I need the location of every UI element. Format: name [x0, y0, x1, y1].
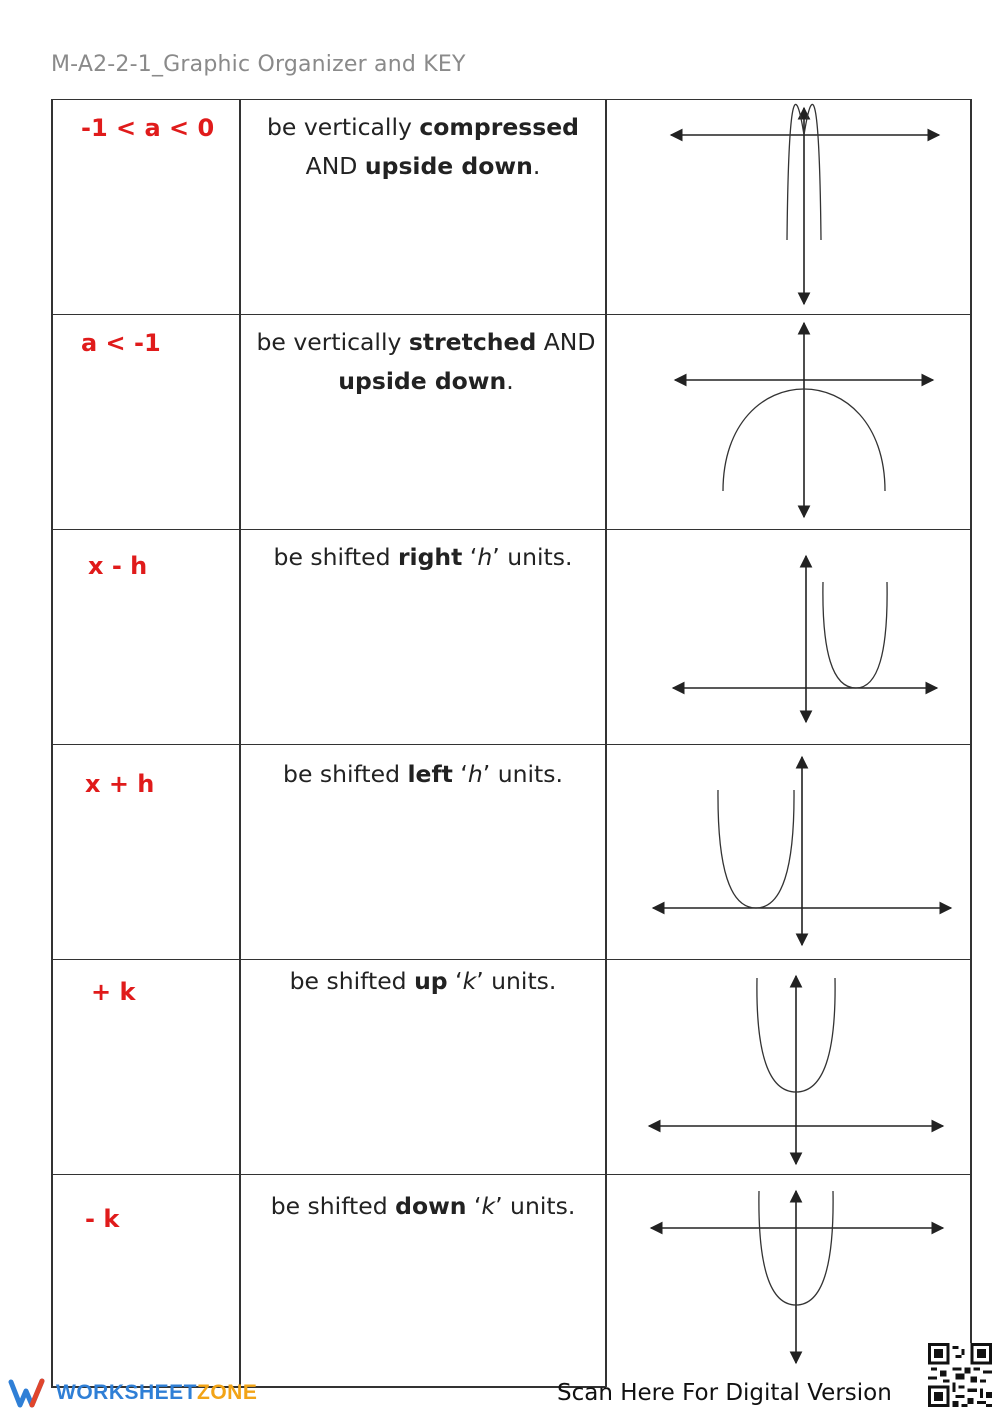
description-text: [241, 538, 605, 577]
table-row: [51, 959, 971, 1174]
parabola-graph: [607, 745, 971, 959]
description-run: be shifted: [270, 1192, 396, 1220]
condition-label: x + h: [85, 770, 155, 798]
graph-cell: [607, 530, 971, 744]
description-run: AND: [305, 152, 365, 180]
description-text: [241, 962, 605, 1001]
graph-cell: [607, 100, 971, 314]
table-row: [51, 529, 971, 744]
condition-label: - k: [85, 1205, 120, 1233]
table-row: [51, 314, 971, 529]
description-run: ‘: [462, 543, 478, 571]
description-run: upside down: [364, 152, 533, 180]
organizer-table: [51, 99, 971, 1387]
description-run: left: [407, 760, 453, 788]
parabola-graph: [607, 960, 971, 1174]
graph-cell: [607, 745, 971, 959]
description-run: k: [481, 1192, 496, 1220]
column-divider: [605, 99, 607, 1387]
graph-cell: [607, 960, 971, 1174]
description-run: down: [395, 1192, 467, 1220]
description-run: .: [506, 367, 514, 395]
description-run: be shifted: [283, 760, 408, 788]
description-run: compressed: [419, 113, 580, 141]
description-run: be shifted: [289, 967, 415, 995]
description-run: k: [462, 967, 477, 995]
description-text: [241, 323, 611, 401]
table-border-left: [51, 99, 53, 1387]
parabola-curve: [823, 582, 887, 688]
parabola-graph: [607, 100, 971, 314]
description-run: ’ units.: [476, 967, 557, 995]
description-run: be shifted: [273, 543, 398, 571]
description-run: ‘: [452, 760, 468, 788]
parabola-graph: [607, 530, 971, 744]
description-text: [241, 755, 605, 794]
table-row: [51, 99, 971, 314]
logo-mark-icon: [8, 1377, 54, 1409]
description-run: .: [532, 152, 541, 180]
condition-label: + k: [91, 978, 136, 1006]
description-run: h: [467, 760, 483, 788]
logo-text-worksheet: WORKSHEET: [56, 1381, 197, 1404]
description-text: [241, 108, 605, 186]
document-title: M-A2-2-1_Graphic Organizer and KEY: [51, 52, 466, 77]
description-run: ’ units.: [492, 543, 573, 571]
description-run: h: [477, 543, 493, 571]
table-row: [51, 1174, 971, 1387]
logo-text-zone: ZONE: [197, 1381, 258, 1404]
parabola-curve: [718, 790, 794, 908]
description-run: ’ units.: [495, 1192, 576, 1220]
qr-code-icon[interactable]: [928, 1343, 992, 1407]
condition-label: x - h: [88, 552, 148, 580]
description-run: ‘: [466, 1192, 482, 1220]
parabola-graph: [607, 1175, 971, 1389]
worksheetzone-logo: [8, 1376, 257, 1410]
condition-label: a < -1: [81, 329, 161, 357]
graph-cell: [607, 1175, 971, 1389]
description-run: right: [397, 543, 463, 571]
description-run: upside down: [338, 367, 507, 395]
table-border-right: [970, 99, 972, 1387]
parabola-graph: [607, 315, 971, 529]
description-run: AND: [536, 328, 596, 356]
scan-prompt: Scan Here For Digital Version: [557, 1380, 892, 1406]
description-run: ‘: [447, 967, 463, 995]
description-run: be vertically: [266, 113, 420, 141]
description-run: ’ units.: [482, 760, 563, 788]
column-divider: [239, 99, 241, 1387]
graph-cell: [607, 315, 971, 529]
description-run: be vertically: [256, 328, 409, 356]
description-text: [241, 1187, 605, 1226]
description-run: stretched: [408, 328, 537, 356]
description-run: up: [414, 967, 448, 995]
table-row: [51, 744, 971, 959]
condition-label: -1 < a < 0: [81, 114, 215, 142]
